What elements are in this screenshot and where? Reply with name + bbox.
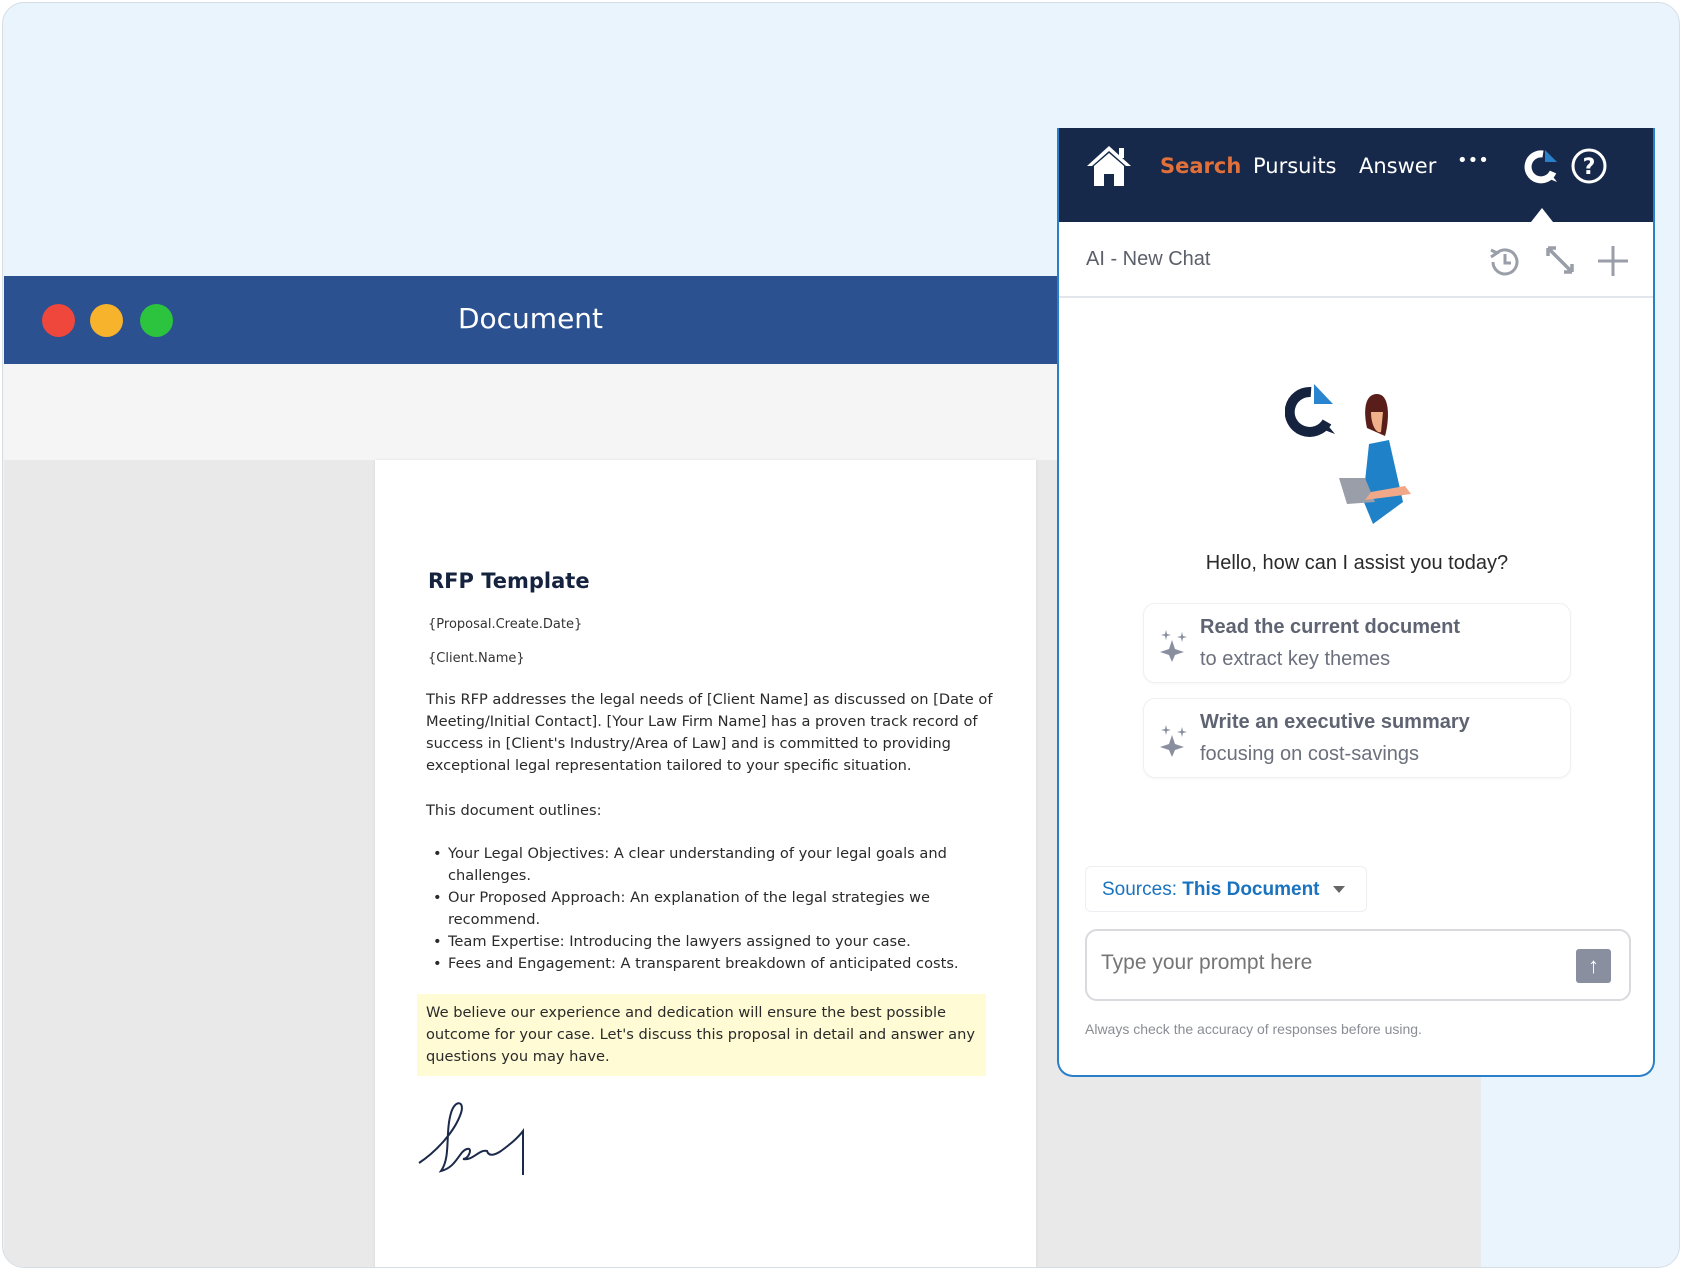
document-toolbar — [4, 364, 1057, 460]
suggestion-title: Read the current document — [1200, 616, 1461, 638]
expand-icon[interactable] — [1544, 244, 1576, 276]
greeting-text: Hello, how can I assist you today? — [1205, 552, 1509, 574]
list-item: • Our Proposed Approach: An explanation of the legal strategies we recommend. — [433, 887, 1003, 931]
sources-dropdown[interactable] — [1085, 866, 1367, 912]
sources-value: This Document — [1182, 879, 1320, 900]
nav-pursuits[interactable]: Pursuits — [1253, 154, 1337, 178]
nav-search[interactable]: Search — [1160, 154, 1242, 178]
document-titlebar — [4, 276, 1057, 364]
suggestion-card-executive-summary[interactable] — [1143, 698, 1571, 778]
suggestion-title: Write an executive summary — [1200, 711, 1470, 733]
more-menu-button[interactable]: ••• — [1457, 150, 1489, 171]
svg-text:?: ? — [1582, 155, 1596, 180]
suggestion-subtitle: to extract key themes — [1200, 648, 1391, 670]
sparkle-icon — [1160, 628, 1190, 662]
help-icon[interactable] — [1570, 147, 1608, 185]
nav-answer[interactable]: Answer — [1359, 154, 1437, 178]
list-item: • Team Expertise: Introducing the lawyers assigned to your case. — [433, 931, 1003, 953]
suggestion-subtitle: focusing on cost-savings — [1200, 743, 1420, 765]
doc-field-date: {Proposal.Create.Date} — [428, 617, 583, 632]
list-item: • Your Legal Objectives: A clear understanding of your legal goals and challenges. — [433, 843, 1003, 887]
new-chat-plus-icon[interactable] — [1596, 244, 1630, 278]
assistant-navbar — [1059, 128, 1655, 222]
send-button[interactable] — [1576, 949, 1611, 983]
doc-closing-highlight: We believe our experience and dedication will ensure the best possible outcome for your case. Let's discuss this proposal in detail and answer any questions you may have. — [417, 994, 986, 1076]
chat-header — [1059, 222, 1655, 298]
prompt-input-box[interactable] — [1085, 929, 1631, 1001]
home-icon[interactable] — [1085, 144, 1133, 188]
active-caret — [1531, 208, 1553, 222]
ai-assistant-panel — [1057, 128, 1655, 1077]
doc-intro-paragraph: This RFP addresses the legal needs of [Client Name] as discussed on [Date of Meeting/Initial Contact]. [Your Law Firm Name] has a proven track record of success in [Client's Industry/Area of Law] and is committed to providing exceptional legal representation tailored to your specific situation. — [426, 691, 993, 774]
document-title: Document — [457, 302, 604, 335]
suggestion-card-read-document[interactable] — [1143, 603, 1571, 683]
chevron-down-icon — [1333, 886, 1345, 893]
app-frame — [2, 2, 1680, 1268]
disclaimer-text: Always check the accuracy of responses before using. — [1085, 1021, 1422, 1037]
assistant-illustration — [1285, 382, 1435, 524]
doc-field-client: {Client.Name} — [428, 651, 525, 666]
history-icon[interactable] — [1487, 244, 1523, 280]
sources-label: Sources: — [1102, 879, 1177, 900]
list-item: • Fees and Engagement: A transparent breakdown of anticipated costs. — [433, 953, 1003, 975]
sparkle-icon — [1160, 723, 1190, 757]
signature-image — [417, 1101, 533, 1183]
doc-outline-label: This document outlines: — [426, 802, 602, 819]
prompt-input[interactable] — [1101, 951, 1541, 975]
doc-heading: RFP Template — [428, 569, 590, 593]
arrow-up-icon: ↑ — [1588, 953, 1599, 978]
chat-title: AI - New Chat — [1086, 248, 1211, 270]
ai-logo-icon[interactable] — [1523, 148, 1561, 186]
doc-bullet-list — [433, 843, 1003, 975]
